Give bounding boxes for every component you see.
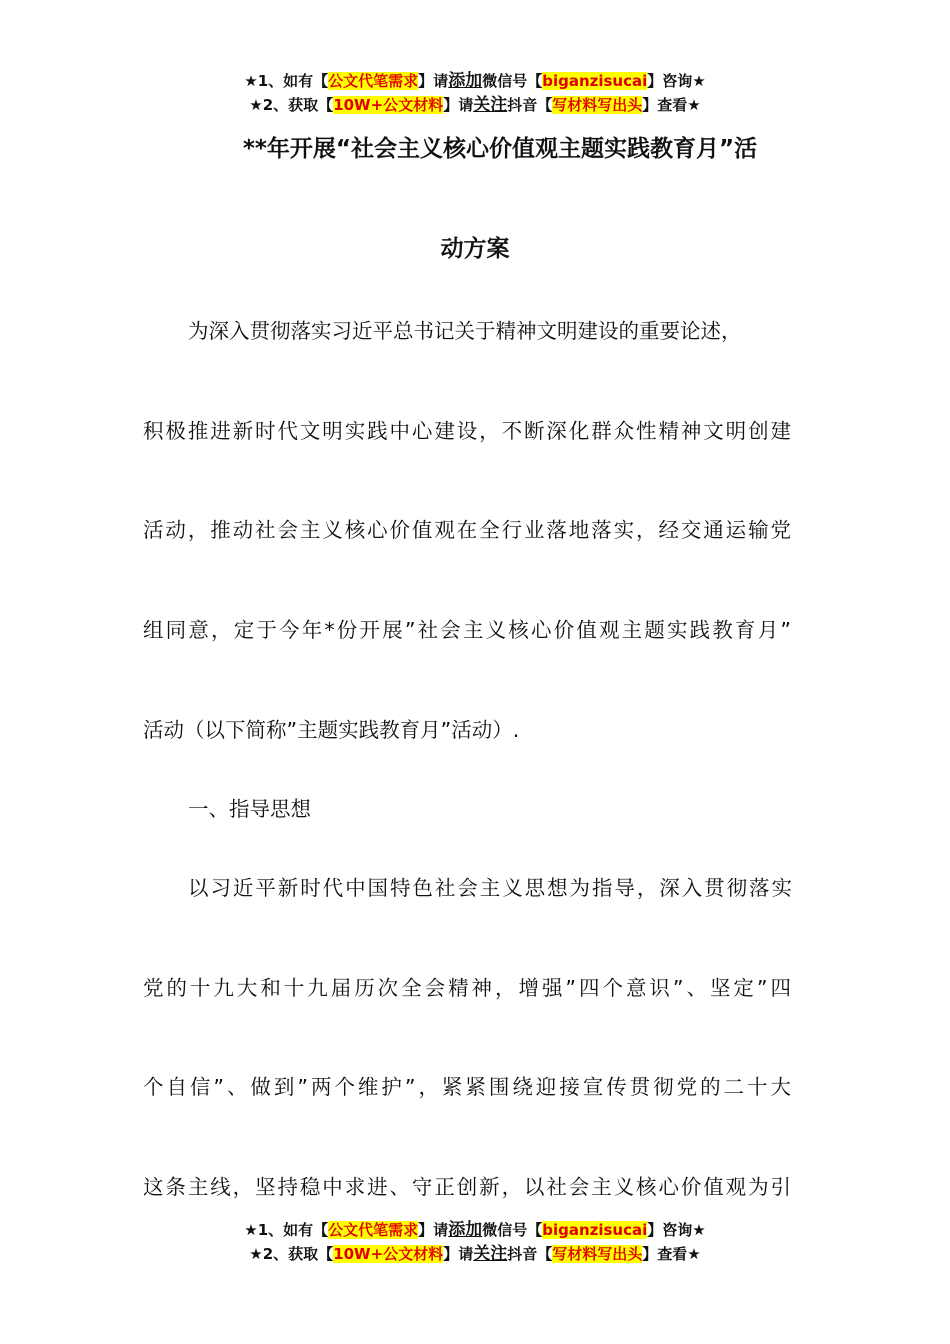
banner-text: 抖音【 bbox=[507, 1245, 553, 1263]
banner-text: 】请 bbox=[418, 72, 449, 90]
banner-highlight: 10W+公文材料 bbox=[333, 1245, 444, 1263]
banner-text: ★1、如有【 bbox=[244, 72, 329, 90]
promo-banner-bottom-line2 bbox=[0, 1243, 950, 1265]
body-line: 个自信”、做到”两个维护”，紧紧围绕迎接宣传贯彻党的二十大 bbox=[143, 1075, 791, 1099]
banner-highlight: 公文代笔需求 bbox=[328, 1221, 419, 1239]
body-line: 积极推进新时代文明实践中心建设，不断深化群众性精神文明创建 bbox=[143, 419, 791, 443]
banner-text: ★1、如有【 bbox=[244, 1221, 329, 1239]
banner-wechat-id: biganzisucai bbox=[542, 72, 648, 90]
banner-text: 】咨询★ bbox=[647, 72, 706, 90]
promo-banner-top-line2 bbox=[0, 94, 950, 116]
banner-emphasis: 添加 bbox=[448, 71, 483, 91]
body-line: 为深入贯彻落实习近平总书记关于精神文明建设的重要论述， bbox=[188, 319, 742, 343]
document-title-line1: **年开展“社会主义核心价值观主题实践教育月”活 bbox=[242, 136, 758, 162]
banner-emphasis: 关注 bbox=[473, 1244, 508, 1264]
banner-text: 】请 bbox=[443, 96, 474, 114]
body-line: 以习近平新时代中国特色社会主义思想为指导，深入贯彻落实 bbox=[188, 876, 792, 900]
banner-text: 微信号【 bbox=[482, 72, 543, 90]
banner-text: 】请 bbox=[418, 1221, 449, 1239]
banner-text: 抖音【 bbox=[507, 96, 553, 114]
banner-douyin-id: 写材料写出头 bbox=[552, 96, 643, 114]
banner-douyin-id: 写材料写出头 bbox=[552, 1245, 643, 1263]
banner-text: 】查看★ bbox=[642, 1245, 701, 1263]
banner-emphasis: 关注 bbox=[473, 95, 508, 115]
body-line: 活动（以下简称”主题实践教育月”活动）. bbox=[143, 718, 520, 742]
banner-text: 】查看★ bbox=[642, 96, 701, 114]
body-line: 组同意，定于今年*份开展”社会主义核心价值观主题实践教育月” bbox=[143, 618, 791, 642]
body-line: 这条主线，坚持稳中求进、守正创新，以社会主义核心价值观为引 bbox=[143, 1175, 791, 1199]
banner-text: 】咨询★ bbox=[647, 1221, 706, 1239]
document-title-line2: 动方案 bbox=[440, 236, 510, 262]
banner-text: ★2、获取【 bbox=[249, 1245, 334, 1263]
section-heading: 一、指导思想 bbox=[188, 797, 311, 821]
banner-highlight: 公文代笔需求 bbox=[328, 72, 419, 90]
banner-wechat-id: biganzisucai bbox=[542, 1221, 648, 1239]
body-line: 党的十九大和十九届历次全会精神，增强”四个意识”、坚定”四 bbox=[143, 976, 791, 1000]
banner-text: 】请 bbox=[443, 1245, 474, 1263]
body-line: 活动，推动社会主义核心价值观在全行业落地落实，经交通运输党 bbox=[143, 518, 791, 542]
banner-text: ★2、获取【 bbox=[249, 96, 334, 114]
promo-banner-bottom-line1 bbox=[0, 1219, 950, 1241]
banner-text: 微信号【 bbox=[482, 1221, 543, 1239]
banner-emphasis: 添加 bbox=[448, 1220, 483, 1240]
banner-highlight: 10W+公文材料 bbox=[333, 96, 444, 114]
promo-banner-top-line1 bbox=[0, 70, 950, 92]
